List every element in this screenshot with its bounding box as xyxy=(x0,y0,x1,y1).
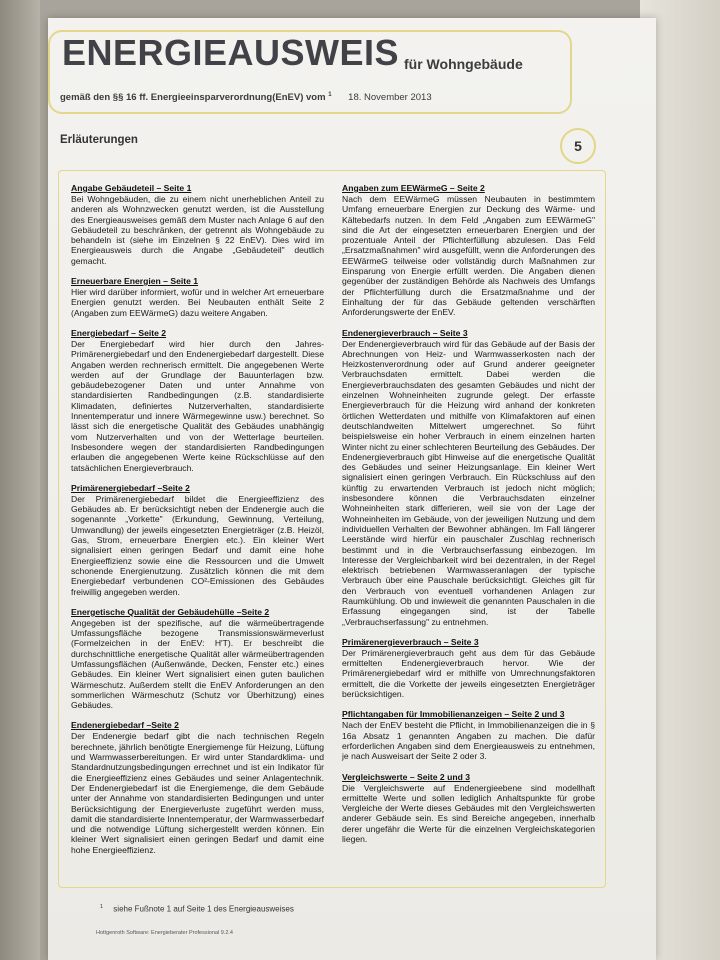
legal-basis xyxy=(60,92,432,103)
section-heading: Endenergieverbrauch – Seite 3 xyxy=(342,327,468,338)
section-heading: Primärenergieverbrauch – Seite 3 xyxy=(342,636,479,647)
page-number-badge: 5 xyxy=(560,128,596,164)
section-heading: Primärenergiebedarf –Seite 2 xyxy=(71,482,190,493)
section-text: Nach der EnEV besteht die Pflicht, in Immobilienanzeigen die in § 16a Absatz 1 genannten Angaben zu machen. Die dafür erforderlichen Angaben sind dem Energieausweis zu entnehmen, je nach Ausweisart der Seite 2 oder 3. xyxy=(342,720,595,762)
section-text: Nach dem EEWärmeG müssen Neubauten in bestimmtem Umfang erneuerbare Energien zur Deckung des Wärme- und Kältebedarfs nutzen. In dem Feld „Angaben zum EEWärmeG" sind die Art der eingesetzten erneuerbaren Energien und der prozentuale Anteil der Pflichterfüllung abzulesen. Das Feld „Ersatzmaßnahmen" wird ausgefüllt, wenn die Anforderungen des EEWärmeG teilweise oder vollständig durch Maßnahmen zur Einsparung von Energie erfüllt werden. Die Angaben dienen gegenüber der zuständigen Behörde als Nachweis des Umfangs der Pflichterfüllung durch die Ersatzmaßnahme und der Einhaltung der für das Gebäude geltenden verschärften Anforderungswerte der EnEV. xyxy=(342,194,595,318)
section-heading: Vergleichswerte – Seite 2 und 3 xyxy=(342,771,471,782)
footnote-text: siehe Fußnote 1 auf Seite 1 des Energieausweises xyxy=(113,904,294,914)
footnote xyxy=(100,904,294,914)
section-heading: Angaben zum EEWärmeG – Seite 2 xyxy=(342,183,485,193)
section-heading: Energiebedarf – Seite 2 xyxy=(71,327,167,338)
section-text: Der Endenergie bedarf gibt die nach technischen Regeln berechnete, jährlich benötigte Energiemenge für Heizung, Lüftung und Warmwasserbereitungen. Er wird unter Standardklima- und Standardnutzungsbedingungen errechnet und ist ein Indikator für die Energieeffizienz eines Gebäudes und seiner Anlagentechnik. Der Endenergiebedarf ist die Energiemenge, die dem Gebäude unter der Annahme von standardisierten Bedingungen und unter Berücksichtigung der Energieverluste zugeführt werden muss, damit die standardisierte Innentemperatur, der Warmwasserbedarf und die notwendige Lüftung sichergestellt werden können. Ein kleiner Wert signalisiert einen geringen Bedarf und damit eine hohe Energieeffizienz. xyxy=(71,731,324,855)
section-text: Der Primärenergiebedarf bildet die Energieeffizienz des Gebäudes ab. Er berücksichtigt neben der Endenergie auch die sogenannte „Vorkette" (Erkundung, Gewinnung, Verteilung, Umwandlung) der jeweils eingesetzten Energieträger (z.B. Heizöl, Gas, Strom, erneuerbare Energien etc.). Ein kleiner Wert signalisiert einen geringen Bedarf und damit eine hohe Energieeffizienz sowie eine die Ressourcen und die Umwelt schonende Energienutzung. Zusätzlich können die mit dem Energiebedarf verbundenen CO²-Emissionen des Gebäudes freiwillig angegeben werden. xyxy=(71,493,324,597)
footnote-ref: 1 xyxy=(328,92,332,98)
section-text: Der Primärenergieverbrauch geht aus dem für das Gebäude ermittelten Endenergieverbrauch hervor. Wie der Primärenergiebedarf wird er mithilfe von Umrechnungsfaktoren ermittelt, die die Vorkette der jeweils eingesetzten Energieträger berücksichtigen. xyxy=(342,647,595,700)
background-left xyxy=(0,0,40,960)
section-text: Der Endenergieverbrauch wird für das Gebäude auf der Basis der Abrechnungen von Heiz- und Warmwasserkosten nach der Heizkostenverordnung oder auf Grund anderer geeigneter Verbrauchsdaten ermittelt. Dabei werden die Energieverbrauchsdaten des gesamten Gebäudes und nicht der einzelnen Wohneinheiten zugrunde gelegt. Der erfasste Energieverbrauch für die Heizung wird anhand der konkreten örtlichen Wetterdaten und mithilfe von Klimafaktoren auf einen deutschlandweiten Mittelwert umgerechnet. So führt beispielsweise ein hoher Verbrauch in einem einzelnen harten Winter nicht zu einer schlechteren Beurteilung des Gebäudes. Der Endenergieverbrauch gibt Hinweise auf die energetische Qualität des Gebäudes und seiner Heizungsanlage. Ein kleiner Wert signalisiert einen geringen Verbrauch. Ein Rückschluss auf den künftig zu erwartenden Verbrauch ist jedoch nicht möglich; insbesondere können die Verbrauchsdaten einzelner Wohneinheiten stark differieren, weil sie von der Lage der Wohneinheiten im Gebäude, von der jeweiligen Nutzung und dem individuellen Verhalten der Bewohner abhängen. Im Fall längerer Leerstände wird hierfür ein pauschaler Zuschlag rechnerisch bestimmt und in die Verbrauchserfassung einbezogen. Im Interesse der Vergleichbarkeit wird bei dezentralen, in der Regel elektrisch betriebenen Warmwasseranlagen der typische Verbrauch über eine Pauschale berücksichtigt. Gleiches gilt für den Verbrauch von eventuell vorhandenen Anlagen zur Raumkühlung. Ob und inwieweit die genannten Pauschalen in die Erfassung eingegangen sind, ist der Tabelle „Verbrauchserfassung" zu entnehmen. xyxy=(342,338,595,627)
section-text: Angegeben ist der spezifische, auf die wärmeübertragende Umfassungsfläche bezogene Transmissionswärmeverlust (Formelzeichen in der EnEV: H'T). Er beschreibt die durchschnittliche energetische Qualität aller wärmeübertragenden Umfassungsflächen (Außenwände, Decken, Fenster etc.) eines Gebäudes. Ein kleiner Wert signalisiert einen guten baulichen Wärmeschutz. Außerdem stellt die EnEV Anforderungen an den sommerlichen Wärmeschutz (Schutz vor Überhitzung) eines Gebäudes. xyxy=(71,617,324,711)
document-subtitle: für Wohngebäude xyxy=(404,56,523,72)
section-heading: Erneuerbare Energien – Seite 1 xyxy=(71,276,199,287)
left-column xyxy=(71,183,324,879)
section-text: Bei Wohngebäuden, die zu einem nicht unerheblichen Anteil zu anderen als Wohnzwecken genutzt werden, ist die Ausstellung des Energieausweises gemäß dem Muster nach Anlage 6 auf den Gebäudeteil zu beschränken, der getrennt als Wohngebäude zu behandeln ist (siehe im Einzelnen § 22 EnEV). Dies wird im Energieausweis durch die Angabe „Gebäudeteil" deutlich gemacht. xyxy=(71,194,324,266)
software-note: Hottgenroth Software: Energieberater Professional 9.2.4 xyxy=(96,930,233,936)
section-heading: Energetische Qualität der Gebäudehülle –Seite 2 xyxy=(71,606,270,617)
section-text: Hier wird darüber informiert, wofür und in welcher Art erneuerbare Energien genutzt werden. Bei Neubauten enthält Seite 2 (Angaben zum EEWärmeG) dazu weitere Angaben. xyxy=(71,287,324,318)
legal-text: gemäß den §§ 16 ff. Energieeinsparverordnung(EnEV) vom xyxy=(60,92,326,104)
section-text: Die Vergleichswerte auf Endenergieebene sind modellhaft ermittelte Werte und sollen lediglich Anhaltspunkte für grobe Vergleiche der Werte dieses Gebäudes mit den Vergleichswerten anderer Gebäude sein. Es sind Bereiche angegeben, innerhalb derer ungefähr die Werte für die einzelnen Vergleichskategorien liegen. xyxy=(342,782,595,845)
footnote-marker: 1 xyxy=(100,904,104,910)
document-title: ENERGIEAUSWEIS xyxy=(62,32,400,73)
explanations-box xyxy=(58,170,606,888)
section-heading: Pflichtangaben für Immobilienanzeigen – Seite 2 und 3 xyxy=(342,709,565,720)
section-heading: Angabe Gebäudeteil – Seite 1 xyxy=(71,183,192,193)
section-text: Der Energiebedarf wird hier durch den Jahres-Primärenergiebedarf und den Endenergiebedarf dargestellt. Diese Angaben werden rechnerisch ermittelt. Die angegebenen Werte werden auf der Grundlage der Bauunterlagen bzw. gebäudebezogener Daten und unter Annahme von standardisierten Randbedingungen (z.B. standardisierte Klimadaten, definiertes Nutzerverhalten, standardisierte Innentemperatur und innere Wärmegewinne usw.) berechnet. So lässt sich die energetische Qualität des Gebäudes unabhängig vom Nutzerverhalten und von der Wetterlage beurteilen. Insbesondere wegen der standardisierten Randbedingungen erlauben die angegebenen Werte keine Rückschlüsse auf den tatsächlichen Energieverbrauch. xyxy=(71,338,324,473)
right-column xyxy=(342,183,595,879)
section-title: Erläuterungen xyxy=(60,134,138,146)
section-heading: Endenergiebedarf –Seite 2 xyxy=(71,720,179,731)
regulation-date: 18. November 2013 xyxy=(348,92,432,104)
underlying-page-edge xyxy=(655,140,695,840)
